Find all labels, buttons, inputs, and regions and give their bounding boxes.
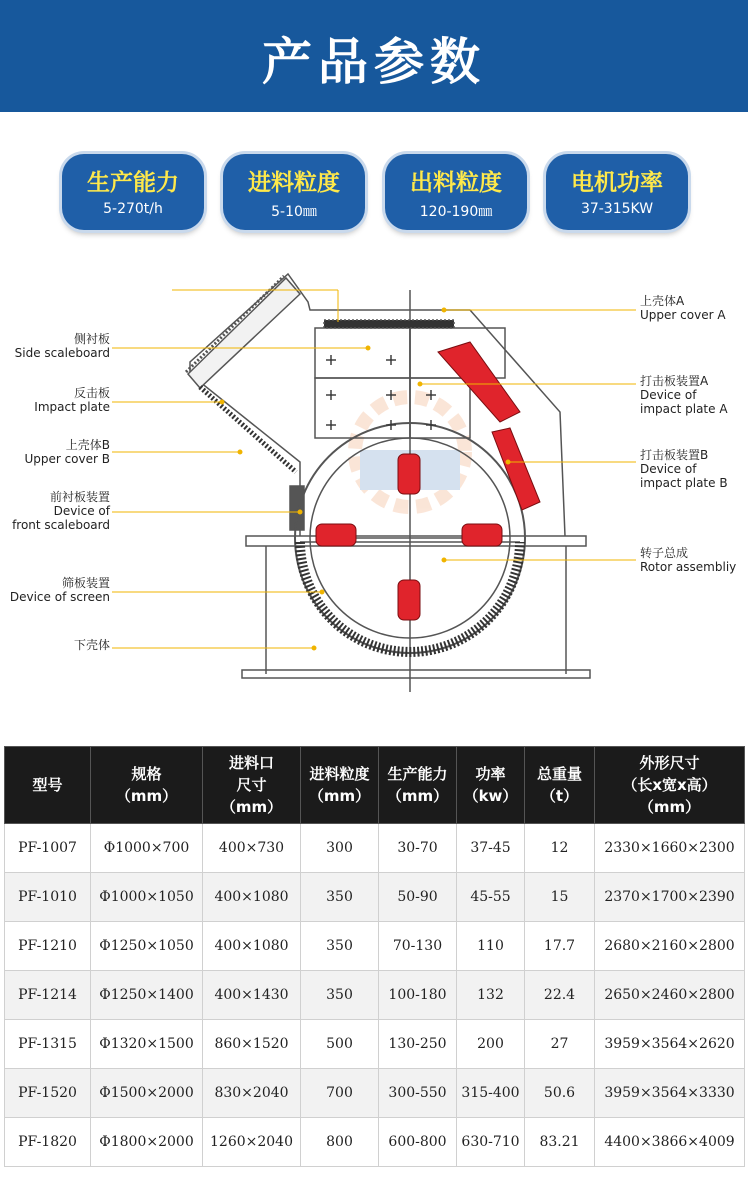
label-impact-plate: 反击板 Impact plate [34,386,110,414]
label-side-scaleboard: 侧衬板 Side scaleboard [14,332,110,360]
table-row [5,824,745,873]
cell-model: PF-1820 [5,1118,91,1167]
cell-feed-size: 800 [301,1118,379,1167]
cell-capacity: 600-800 [379,1118,457,1167]
spec-value: 5-270t/h [103,201,163,217]
table-header-row [5,747,745,824]
header-capacity: 生产能力 （mm） [379,747,457,824]
cell-weight: 15 [525,873,595,922]
cell-dimensions: 2330×1660×2300 [595,824,745,873]
cell-feed-size: 300 [301,824,379,873]
cell-model: PF-1210 [5,922,91,971]
cell-dimensions: 3959×3564×3330 [595,1069,745,1118]
table-row [5,873,745,922]
cell-dimensions: 4400×3866×4009 [595,1118,745,1167]
label-rotor-assembly: 转子总成 Rotor assembliy [640,546,737,574]
cell-weight: 27 [525,1020,595,1069]
crusher-diagram [0,262,748,692]
page-title: 产品参数 [262,33,486,91]
spec-value: 5-10㎜ [271,204,317,220]
cell-model: PF-1010 [5,873,91,922]
cell-spec: Φ1500×2000 [91,1069,203,1118]
cell-capacity: 130-250 [379,1020,457,1069]
spec-badge-capacity [62,154,204,230]
cell-spec: Φ1000×1050 [91,873,203,922]
cell-capacity: 30-70 [379,824,457,873]
spec-badge-output-size [385,154,527,230]
cell-weight: 22.4 [525,971,595,1020]
cell-power: 132 [457,971,525,1020]
cell-spec: Φ1320×1500 [91,1020,203,1069]
cell-feed-opening: 830×2040 [203,1069,301,1118]
label-front-scaleboard: 前衬板装置 Device of front scaleboard [12,490,110,532]
spec-value: 120-190㎜ [419,204,493,220]
cell-weight: 12 [525,824,595,873]
cell-feed-opening: 400×730 [203,824,301,873]
cell-power: 37-45 [457,824,525,873]
cell-feed-opening: 400×1080 [203,922,301,971]
label-upper-cover-a: 上壳体A Upper cover A [640,294,726,322]
cell-power: 110 [457,922,525,971]
spec-title: 电机功率 [571,170,663,196]
cell-feed-size: 350 [301,873,379,922]
cell-model: PF-1520 [5,1069,91,1118]
spec-badge-motor-power [546,154,688,230]
cell-power: 45-55 [457,873,525,922]
cell-capacity: 50-90 [379,873,457,922]
cell-capacity: 300-550 [379,1069,457,1118]
cell-feed-opening: 1260×2040 [203,1118,301,1167]
cell-model: PF-1315 [5,1020,91,1069]
cell-dimensions: 2650×2460×2800 [595,971,745,1020]
table-row [5,922,745,971]
label-impact-plate-a: 打击板装置A Device of impact plate A [640,374,728,416]
cell-power: 630-710 [457,1118,525,1167]
spec-value: 37-315KW [580,201,654,217]
cell-feed-opening: 400×1430 [203,971,301,1020]
cell-weight: 17.7 [525,922,595,971]
header-banner [0,0,748,112]
crusher-drawing [0,262,748,692]
cell-feed-size: 700 [301,1069,379,1118]
cell-feed-opening: 400×1080 [203,873,301,922]
spec-title: 出料粒度 [410,170,502,196]
table-row [5,971,745,1020]
cell-capacity: 70-130 [379,922,457,971]
spec-title: 生产能力 [87,170,179,196]
label-impact-plate-b: 打击板装置B Device of impact plate B [640,448,728,490]
header-dimensions: 外形尺寸 （长x宽x高） （mm） [595,747,745,824]
label-upper-cover-b: 上壳体B Upper cover B [24,438,110,466]
parameter-table [4,746,745,1167]
label-lower-shell: 下壳体 [73,638,110,652]
header-power: 功率 （kw） [457,747,525,824]
cell-weight: 83.21 [525,1118,595,1167]
header-weight: 总重量 （t） [525,747,595,824]
cell-dimensions: 2370×1700×2390 [595,873,745,922]
table-row [5,1118,745,1167]
header-feed-size: 进料粒度 （mm） [301,747,379,824]
cell-feed-opening: 860×1520 [203,1020,301,1069]
cell-power: 315-400 [457,1069,525,1118]
cell-spec: Φ1250×1400 [91,971,203,1020]
cell-spec: Φ1250×1050 [91,922,203,971]
cell-model: PF-1214 [5,971,91,1020]
label-screen: 筛板装置 Device of screen [9,576,110,604]
cell-capacity: 100-180 [379,971,457,1020]
header-model: 型号 [5,747,91,824]
table-row [5,1020,745,1069]
cell-dimensions: 3959×3564×2620 [595,1020,745,1069]
cell-spec: Φ1000×700 [91,824,203,873]
header-feed-opening: 进料口 尺寸 （mm） [203,747,301,824]
cell-spec: Φ1800×2000 [91,1118,203,1167]
header-spec: 规格 （mm） [91,747,203,824]
cell-power: 200 [457,1020,525,1069]
cell-model: PF-1007 [5,824,91,873]
cell-feed-size: 350 [301,922,379,971]
cell-dimensions: 2680×2160×2800 [595,922,745,971]
cell-feed-size: 500 [301,1020,379,1069]
cell-feed-size: 350 [301,971,379,1020]
spec-badge-feed-size [223,154,365,230]
cell-weight: 50.6 [525,1069,595,1118]
table-row [5,1069,745,1118]
spec-title: 进料粒度 [248,170,340,196]
